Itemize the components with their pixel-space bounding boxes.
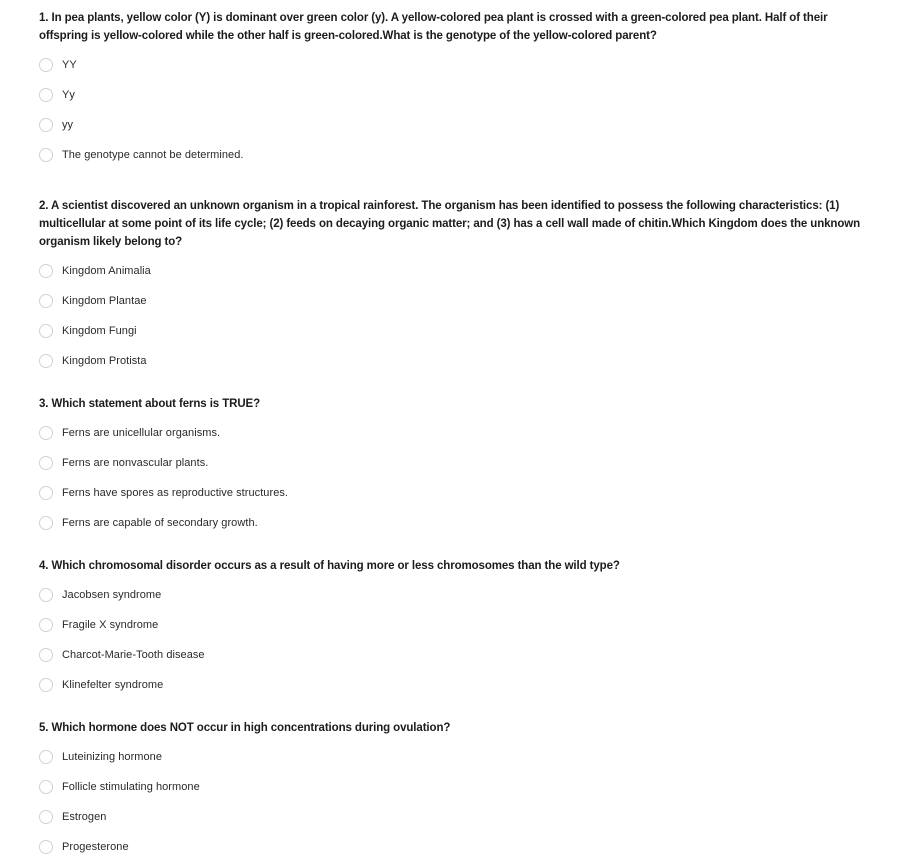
q1-option-3[interactable]: [39, 110, 871, 140]
q5-option-1[interactable]: [39, 742, 871, 772]
quiz-form: [39, 9, 871, 855]
question-2-text: 2. A scientist discovered an unknown organism in a tropical rainforest. The organism has been identified to possess the following characteristics: (1) multicellular at some point of its life cycle; (2) feeds on decaying organic matter; and (3) has a cell wall made of chitin.Which Kingdom does the unknown organism likely belong to?: [39, 200, 861, 248]
radio-button[interactable]: [39, 648, 53, 662]
radio-button[interactable]: [39, 148, 53, 162]
option-label: Yy: [62, 89, 75, 101]
radio-button[interactable]: [39, 264, 53, 278]
option-label: Klinefelter syndrome: [62, 679, 164, 691]
q3-option-4[interactable]: [39, 508, 871, 538]
q5-option-3[interactable]: [39, 802, 871, 832]
q3-option-1[interactable]: [39, 418, 871, 448]
radio-button[interactable]: [39, 88, 53, 102]
q4-option-3[interactable]: [39, 640, 871, 670]
question-4-text: 4. Which chromosomal disorder occurs as a result of having more or less chromosomes than the wild type?: [39, 560, 620, 572]
q1-option-2[interactable]: [39, 80, 871, 110]
radio-button[interactable]: [39, 810, 53, 824]
q4-option-1[interactable]: [39, 580, 871, 610]
option-label: Ferns have spores as reproductive structures.: [62, 487, 289, 499]
radio-button[interactable]: [39, 456, 53, 470]
question-5: [39, 719, 871, 855]
q2-option-2[interactable]: [39, 286, 871, 316]
radio-button[interactable]: [39, 780, 53, 794]
option-label: Kingdom Animalia: [62, 265, 151, 277]
radio-button[interactable]: [39, 516, 53, 530]
radio-button[interactable]: [39, 678, 53, 692]
question-2-options: [39, 256, 871, 376]
option-label: Ferns are unicellular organisms.: [62, 427, 221, 439]
question-1-options: [39, 50, 871, 170]
option-label: yy: [62, 119, 74, 131]
q4-option-2[interactable]: [39, 610, 871, 640]
option-label: Kingdom Plantae: [62, 295, 147, 307]
option-label: Progesterone: [62, 841, 129, 853]
q2-option-1[interactable]: [39, 256, 871, 286]
option-label: Estrogen: [62, 811, 107, 823]
q3-option-2[interactable]: [39, 448, 871, 478]
radio-button[interactable]: [39, 354, 53, 368]
radio-button[interactable]: [39, 618, 53, 632]
question-5-options: [39, 742, 871, 862]
radio-button[interactable]: [39, 750, 53, 764]
question-3-text: 3. Which statement about ferns is TRUE?: [39, 398, 261, 410]
question-3-options: [39, 418, 871, 538]
question-2: [39, 197, 871, 395]
question-4: [39, 557, 871, 719]
option-label: YY: [62, 59, 77, 71]
radio-button[interactable]: [39, 58, 53, 72]
radio-button[interactable]: [39, 324, 53, 338]
q2-option-3[interactable]: [39, 316, 871, 346]
question-3: [39, 395, 871, 557]
radio-button[interactable]: [39, 294, 53, 308]
q1-option-1[interactable]: [39, 50, 871, 80]
question-5-text: 5. Which hormone does NOT occur in high concentrations during ovulation?: [39, 722, 451, 734]
option-label: The genotype cannot be determined.: [62, 149, 244, 161]
radio-button[interactable]: [39, 486, 53, 500]
option-label: Ferns are nonvascular plants.: [62, 457, 209, 469]
q2-option-4[interactable]: [39, 346, 871, 376]
q5-option-2[interactable]: [39, 772, 871, 802]
question-1: [39, 9, 871, 197]
question-1-text: 1. In pea plants, yellow color (Y) is dominant over green color (y). A yellow-colored pea plant is crossed with a green-colored pea plant. Half of their offspring is yellow-colored while the other half is green-colored.What is the genotype of the yellow-colored parent?: [39, 12, 828, 42]
q5-option-4[interactable]: [39, 832, 871, 862]
radio-button[interactable]: [39, 426, 53, 440]
q4-option-4[interactable]: [39, 670, 871, 700]
option-label: Fragile X syndrome: [62, 619, 159, 631]
option-label: Follicle stimulating hormone: [62, 781, 200, 793]
option-label: Kingdom Protista: [62, 355, 147, 367]
option-label: Ferns are capable of secondary growth.: [62, 517, 258, 529]
option-label: Luteinizing hormone: [62, 751, 163, 763]
option-label: Charcot-Marie-Tooth disease: [62, 649, 205, 661]
q3-option-3[interactable]: [39, 478, 871, 508]
radio-button[interactable]: [39, 118, 53, 132]
radio-button[interactable]: [39, 840, 53, 854]
option-label: Kingdom Fungi: [62, 325, 137, 337]
option-label: Jacobsen syndrome: [62, 589, 162, 601]
question-4-options: [39, 580, 871, 700]
q1-option-4[interactable]: [39, 140, 871, 170]
radio-button[interactable]: [39, 588, 53, 602]
